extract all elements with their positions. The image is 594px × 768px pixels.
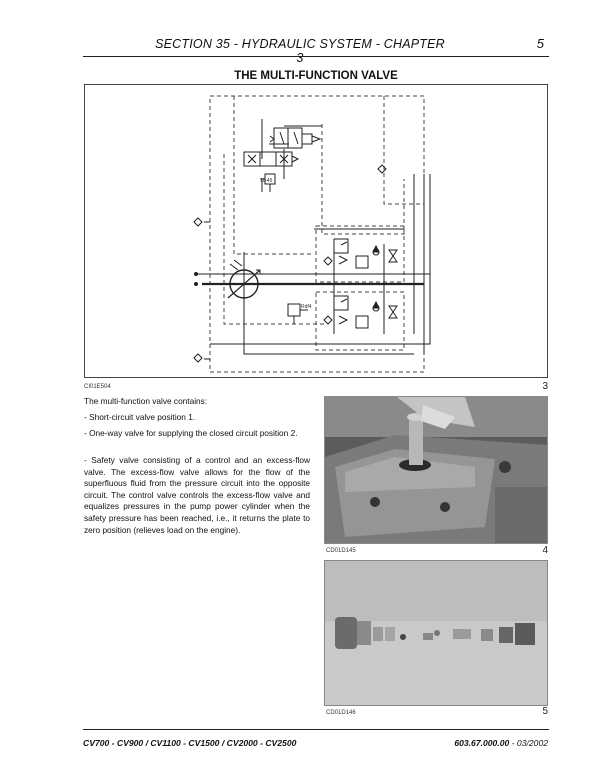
header-divider: [83, 56, 549, 57]
figure-3-code: CI01E504: [84, 384, 111, 390]
hydraulic-schematic-diagram: [84, 84, 548, 378]
body-item-1: - Short-circuit valve position 1.: [84, 412, 196, 422]
section-header-title: SECTION 35 - HYDRAULIC SYSTEM - CHAPTER 3: [155, 37, 445, 65]
disassembled-parts-photo-illustration: [325, 561, 548, 706]
footer-date: - 03/2002: [509, 738, 548, 748]
footer-models: CV700 - CV900 / CV1100 - CV1500 / CV2000 - CV2500: [83, 738, 297, 748]
figure-4-photo: [324, 396, 548, 544]
schematic-label-left: 11-45: [260, 178, 273, 184]
section-title: THE MULTI-FUNCTION VALVE: [234, 70, 398, 82]
figure-4-number: 4: [542, 545, 548, 556]
figure-3-number: 3: [542, 381, 548, 392]
figure-4-code: CD01D145: [326, 548, 356, 554]
figure-5-number: 5: [542, 706, 548, 717]
page-number: 5: [536, 36, 544, 51]
schematic-label-right: Rdf4: [301, 304, 312, 310]
body-item-2: - One-way valve for supplying the closed circuit position 2.: [84, 428, 298, 438]
body-item-3: - Safety valve consisting of a control and an excess-flow valve. The excess-flow valve allows for the flow of the superfluous fluid from the pressure circuit into the opposite circuit. The control valve controls the excess-flow valve and equalizes pressures in the pump power cylinder when the safety pressure has been reached, i.e., it returns the plate to zero position (relieves load on the engine).: [84, 455, 310, 535]
body-intro: The multi-function valve contains:: [84, 396, 208, 406]
figure-5-photo: [324, 560, 548, 706]
figure-5-code: CD01D146: [326, 710, 356, 716]
footer-divider: [83, 729, 549, 730]
footer-doc-ref: [454, 738, 548, 748]
footer-doc-number: 603.67.000.00: [454, 738, 510, 748]
valve-removal-photo-illustration: [325, 397, 548, 544]
